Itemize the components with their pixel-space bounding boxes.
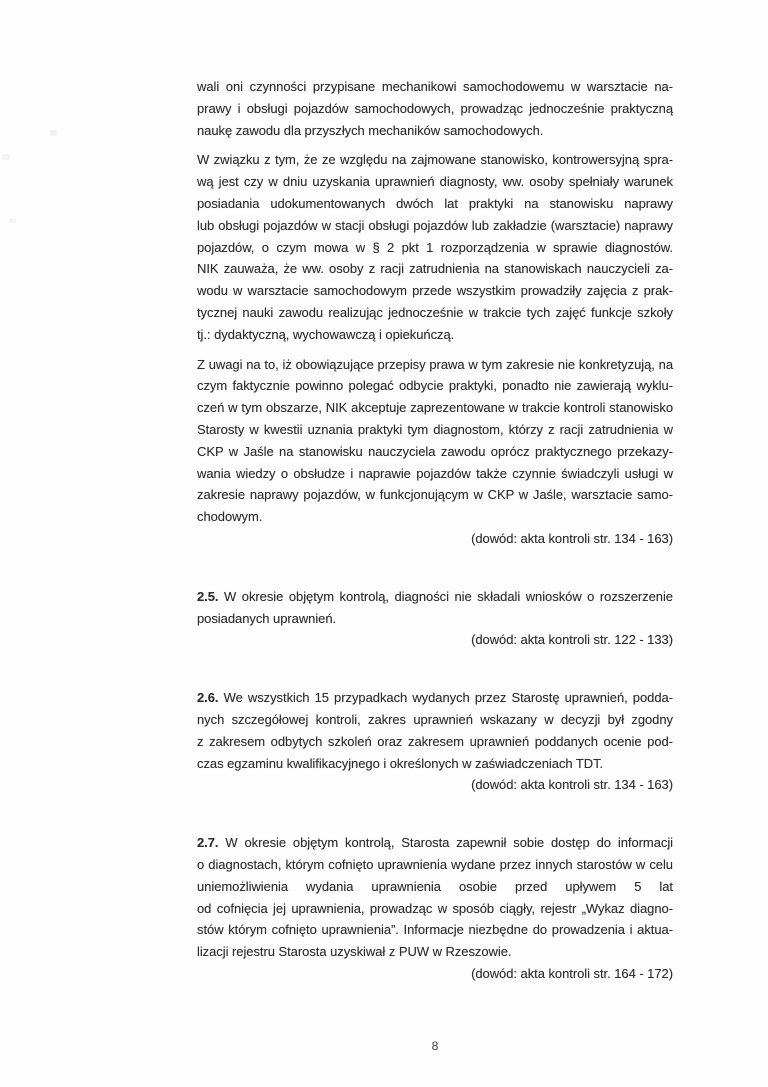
text-line: czym faktycznie powinno polegać odbycie praktyki, ponadto nie zawierają wyklu- [197, 378, 673, 394]
text-line: NIK zauważa, że ww. osoby z racji zatrudnienia na stanowiskach nauczycieli za- [197, 261, 673, 277]
text-line: nych szczegółowej kontroli, zakres uprawnień wskazany w decyzji był zgodny [197, 711, 673, 727]
numbered-section [197, 687, 673, 774]
scan-artifact [9, 218, 16, 223]
text-line: tj.: dydaktyczną, wychowawczą i opiekuńczą. [197, 326, 455, 342]
text-line: posiadanych uprawnień. [197, 610, 337, 626]
text-line: tycznej nauki zawodu realizując jednocześnie w trakcie tych zajęć funkcje szkoły [197, 304, 673, 320]
text-line: z zakresem odbytych szkoleń oraz zakresem uprawnień poddanych ocenie pod- [197, 733, 673, 749]
text-line: chodowym. [197, 509, 263, 525]
text-line: uniemożliwienia wydania uprawnienia osobie przed upływem 5 lat [197, 878, 673, 894]
text-line: Z uwagi na to, iż obowiązujące przepisy prawa w tym zakresie nie konkretyzują, na [197, 356, 673, 372]
numbered-section [197, 832, 673, 963]
section-number: 2.7. [197, 835, 219, 851]
text-line: stów którym cofnięto uprawnienia”. Informacje niezbędne do prowadzenia i aktua- [197, 922, 673, 938]
text-line: 2.5. W okresie objętym kontrolą, diagności nie składali wniosków o rozszerzenie [197, 588, 673, 604]
text-line: wodu w warsztacie samochodowym przede wszystkim prowadziły zajęcia z prak- [197, 283, 673, 299]
scan-artifact [50, 130, 57, 136]
text-line: lub obsługi pojazdów w stacji obsługi pojazdów lub zakładzie (warsztacie) naprawy [197, 217, 673, 233]
text-line: wą jest czy w dniu uzyskania uprawnień diagnosty, ww. osoby spełniały warunek [197, 174, 673, 190]
text-line: lizacji rejestru Starosta uzyskiwał z PUW w Rzeszowie. [197, 944, 512, 960]
paragraph [197, 354, 673, 528]
text-line: wania wiedzy o obsłudze i naprawie pojazdów także czynnie świadczyli usługi w [197, 465, 673, 481]
evidence-reference: (dowód: akta kontroli str. 164 - 172) [471, 965, 673, 981]
paragraph [197, 149, 673, 345]
text-line: posiadania udokumentowanych dwóch lat praktyki na stanowisku naprawy [197, 195, 673, 211]
text-line: prawy i obsługi pojazdów samochodowych, prowadząc jednocześnie praktyczną [197, 100, 673, 116]
numbered-section [197, 586, 673, 630]
text-line: Starosty w kwestii uznania praktyki tym diagnostom, którzy z racji zatrudnienia w [197, 421, 673, 437]
evidence-reference: (dowód: akta kontroli str. 134 - 163) [471, 530, 673, 546]
section-number: 2.5. [197, 588, 219, 604]
text-line: pojazdów, o czym mowa w § 2 pkt 1 rozporządzenia w sprawie diagnostów. [197, 239, 673, 255]
text-line: 2.6. We wszystkich 15 przypadkach wydanych przez Starostę uprawnień, podda- [197, 690, 673, 706]
text-line: CKP w Jaśle na stanowisku nauczyciela zawodu oprócz praktycznego przekazy- [197, 443, 673, 459]
text-line: wali oni czynności przypisane mechanikowi samochodowemu w warsztacie na- [197, 79, 673, 94]
section-number: 2.6. [197, 690, 219, 706]
scan-artifact [2, 154, 10, 160]
text-line: czeń w tym obszarze, NIK akceptuje zaprezentowane w trakcie kontroli stanowisko [197, 400, 673, 416]
text-line: naukę zawodu dla przyszłych mechaników samochodowych. [197, 122, 544, 138]
text-line: zakresie naprawy pojazdów, w funkcjonującym w CKP w Jaśle, warsztacie samo- [197, 487, 673, 503]
paragraph [197, 76, 673, 141]
text-line: czas egzaminu kwalifikacyjnego i określonych w zaświadczeniach TDT. [197, 755, 604, 771]
text-line: o diagnostach, którym cofnięto uprawnienia wydane przez innych starostów w celu [197, 856, 673, 872]
document-body [197, 76, 673, 985]
text-line: W związku z tym, że ze względu na zajmowane stanowisko, kontrowersyjną spra- [197, 152, 673, 168]
text-line: 2.7. W okresie objętym kontrolą, Starosta zapewnił sobie dostęp do informacji [197, 835, 673, 851]
page-number: 8 [431, 1039, 439, 1053]
evidence-reference: (dowód: akta kontroli str. 122 - 133) [471, 632, 673, 648]
evidence-reference: (dowód: akta kontroli str. 134 - 163) [471, 777, 673, 793]
text-line: od cofnięcia jej uprawnienia, prowadząc w sposób ciągły, rejestr „Wykaz diagno- [197, 900, 673, 916]
